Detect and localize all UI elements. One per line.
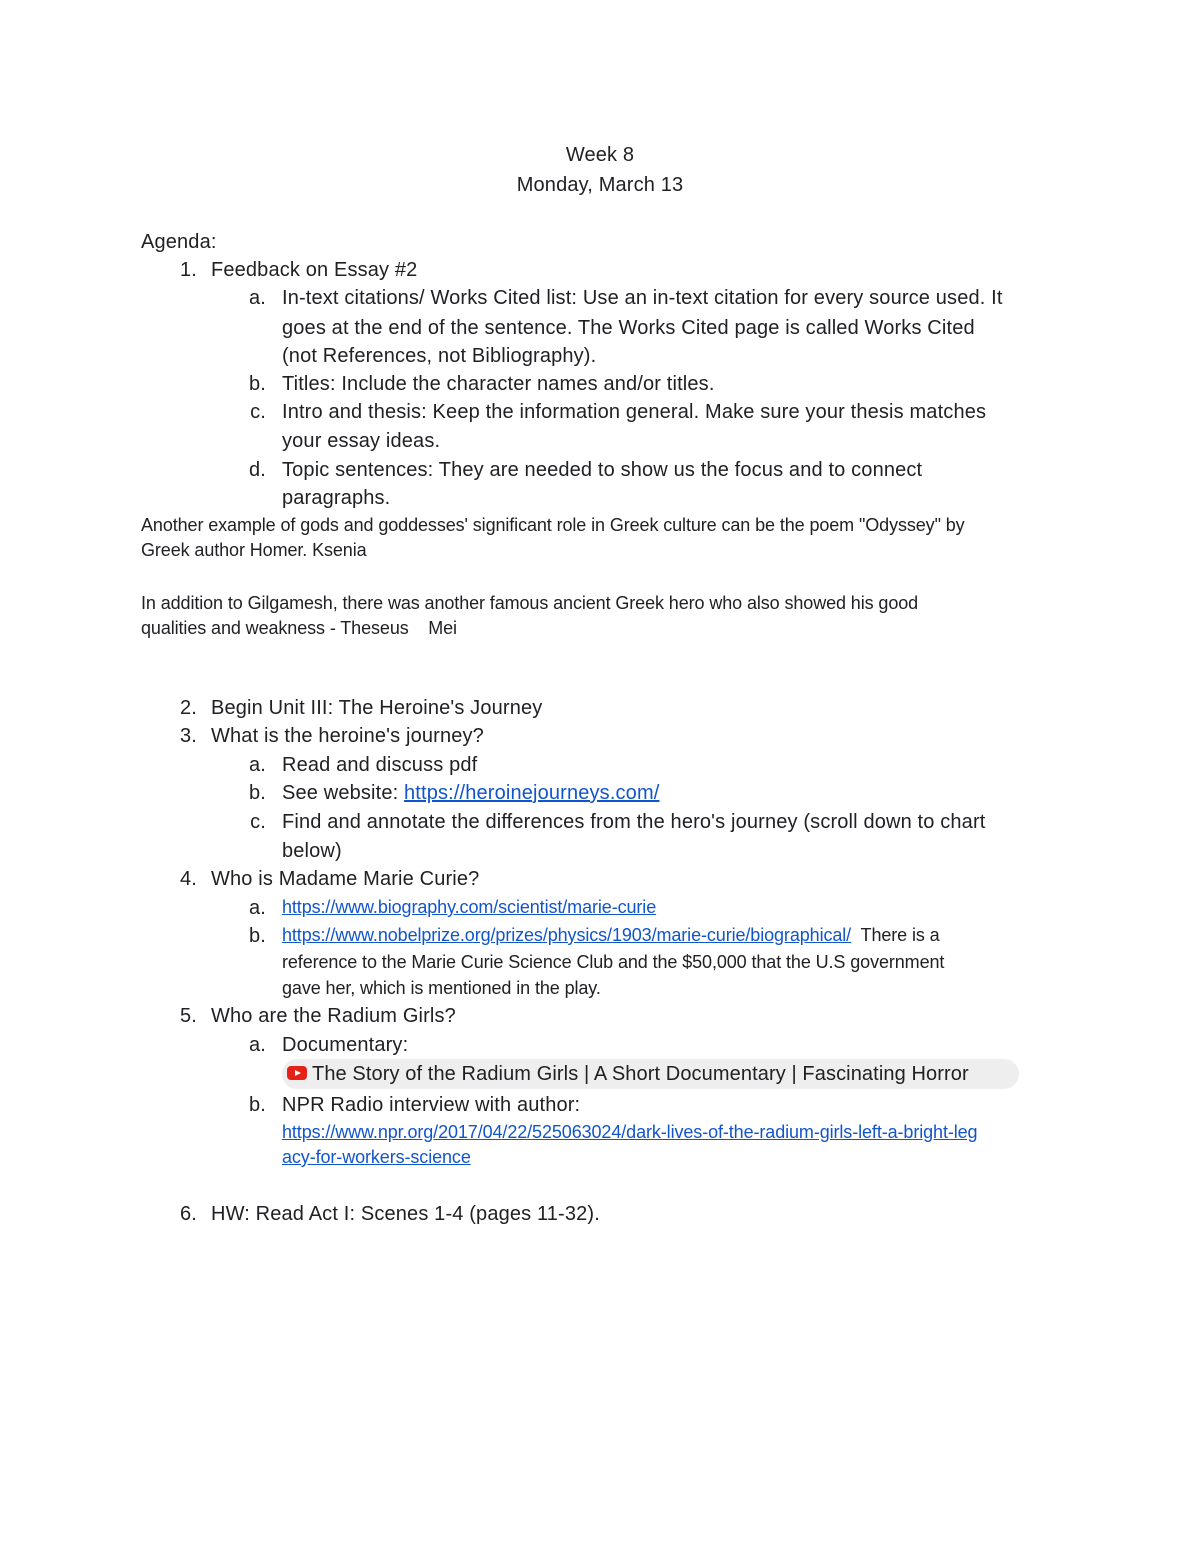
subitem-letter: a. [249,754,266,776]
date-heading: Monday, March 13 [516,174,684,196]
video-chip-title[interactable]: The Story of the Radium Girls | A Short Documentary | Fascinating Horror [312,1063,969,1085]
example-ksenia-line1: Another example of gods and goddesses' significant role in Greek culture can be the poem "Odyssey" by [141,515,965,535]
subitem-1a-line2: goes at the end of the sentence. The Works Cited page is called Works Cited [282,317,975,339]
subitem-text: Read and discuss pdf [282,754,478,776]
example-mei-line1: In addition to Gilgamesh, there was another famous ancient Greek hero who also showed his good [141,593,919,613]
subitem-letter: b. [249,782,266,804]
subitem-letter: c. [250,811,266,833]
subitem-letter: a. [249,1034,266,1056]
agenda-label: Agenda: [141,231,217,253]
item-number: 1. [180,259,197,281]
subitem-letter: b. [249,373,266,395]
subitem-letter: d. [249,459,266,481]
subitem-suffix: There is a [851,925,940,945]
subitem-letter: b. [249,1094,266,1116]
youtube-icon [287,1066,307,1080]
example-mei-line2: qualities and weakness - Theseus Mei [141,618,457,638]
subitem-4b-line2: reference to the Marie Curie Science Club and the $50,000 that the U.S government [282,952,945,972]
subitem-text: Documentary: [282,1034,409,1056]
week-heading: Week 8 [565,144,635,166]
item-number: 4. [180,868,197,890]
item-title: Begin Unit III: The Heroine's Journey [211,697,543,719]
subitem-text-wrap [282,783,659,803]
item-number: 3. [180,725,197,747]
subitem-text-wrap [282,926,940,944]
item-title: HW: Read Act I: Scenes 1-4 (pages 11-32). [211,1203,600,1225]
item-number: 6. [180,1203,197,1225]
example-ksenia-line2: Greek author Homer. Ksenia [141,540,367,560]
heroinejourneys-link[interactable]: https://heroinejourneys.com/ [404,782,660,804]
nobelprize-link[interactable]: https://www.nobelprize.org/prizes/physics/1903/marie-curie/biographical/ [282,925,852,945]
subitem-text: Topic sentences: They are needed to show us the focus and to connect [282,459,923,481]
subitem-letter: c. [250,401,266,423]
subitem-text: NPR Radio interview with author: [282,1094,581,1116]
item-number: 2. [180,697,197,719]
item-title: Who is Madame Marie Curie? [211,868,480,890]
subitem-text: Titles: Include the character names and/or titles. [282,373,715,395]
subitem-text: Find and annotate the differences from the hero's journey (scroll down to chart [282,811,986,833]
npr-link-line1[interactable]: https://www.npr.org/2017/04/22/525063024/dark-lives-of-the-radium-girls-left-a-bright-leg [282,1122,978,1142]
item-title: Who are the Radium Girls? [211,1005,456,1027]
subitem-letter: a. [249,897,266,919]
item-title: What is the heroine's journey? [211,725,484,747]
website-prefix: See website: [282,782,405,804]
subitem-letter: b. [249,925,266,947]
item-number: 5. [180,1005,197,1027]
subitem-letter: a. [249,287,266,309]
subitem-1d-line2: paragraphs. [282,487,391,509]
subitem-text: Intro and thesis: Keep the information general. Make sure your thesis matches [282,401,987,423]
biography-link[interactable]: https://www.biography.com/scientist/marie-curie [282,897,657,917]
subitem-4b-line3: gave her, which is mentioned in the play. [282,978,601,998]
npr-link-line2[interactable]: acy-for-workers-science [282,1147,471,1167]
subitem-3c-line2: below) [282,840,342,862]
subitem-text: In-text citations/ Works Cited list: Use an in-text citation for every source used. It [282,287,1003,309]
subitem-1c-line2: your essay ideas. [282,430,441,452]
subitem-1a-line3: (not References, not Bibliography). [282,345,597,367]
item-title: Feedback on Essay #2 [211,259,418,281]
